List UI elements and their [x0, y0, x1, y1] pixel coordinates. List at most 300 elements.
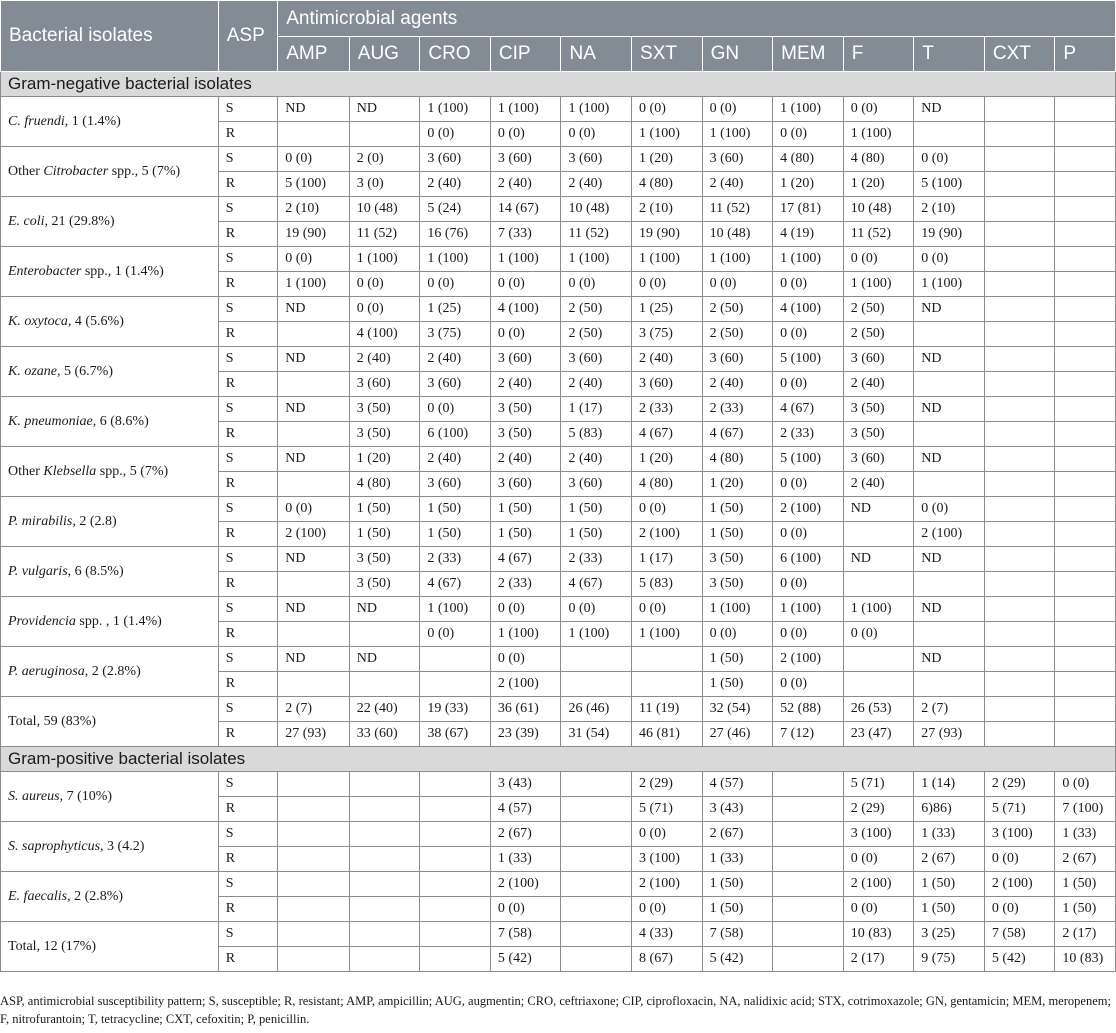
- value-cell: 3 (50): [349, 397, 420, 422]
- value-cell: 10 (48): [843, 197, 914, 222]
- value-cell: [984, 472, 1055, 497]
- value-cell: 1 (100): [561, 97, 632, 122]
- value-cell: [984, 672, 1055, 697]
- isolate-name-part: , 21 (29.8%): [44, 213, 115, 229]
- value-cell: [349, 672, 420, 697]
- value-cell: ND: [349, 597, 420, 622]
- value-cell: [278, 572, 350, 597]
- value-cell: 11 (52): [349, 222, 420, 247]
- value-cell: 1 (25): [632, 297, 703, 322]
- asp-label: S: [218, 247, 277, 272]
- value-cell: 2 (100): [632, 872, 703, 897]
- value-cell: 0 (0): [984, 897, 1055, 922]
- value-cell: 1 (100): [702, 122, 773, 147]
- value-cell: [1055, 322, 1116, 347]
- value-cell: 16 (76): [420, 222, 491, 247]
- agent-header-p: P: [1055, 37, 1116, 72]
- value-cell: [561, 847, 632, 872]
- antimicrobial-agents-header: Antimicrobial agents: [278, 1, 1116, 37]
- value-cell: 1 (100): [632, 622, 703, 647]
- asp-label: S: [218, 597, 277, 622]
- value-cell: [984, 397, 1055, 422]
- asp-label: R: [218, 947, 277, 972]
- value-cell: 2 (33): [490, 572, 561, 597]
- value-cell: 27 (93): [914, 722, 985, 747]
- value-cell: 4 (100): [773, 297, 844, 322]
- agent-header-sxt: SXT: [632, 37, 703, 72]
- value-cell: [278, 797, 350, 822]
- value-cell: 17 (81): [773, 197, 844, 222]
- value-cell: 2 (40): [561, 372, 632, 397]
- isolate-name-part: Total, 12 (17%): [8, 938, 97, 954]
- value-cell: [773, 847, 844, 872]
- value-cell: 3 (50): [349, 422, 420, 447]
- value-cell: 1 (50): [420, 497, 491, 522]
- value-cell: 4 (19): [773, 222, 844, 247]
- value-cell: 3 (50): [490, 397, 561, 422]
- value-cell: 1 (50): [1055, 897, 1116, 922]
- value-cell: 7 (33): [490, 222, 561, 247]
- value-cell: 8 (67): [632, 947, 703, 972]
- value-cell: [984, 597, 1055, 622]
- value-cell: 2 (100): [773, 497, 844, 522]
- value-cell: 9 (75): [914, 947, 985, 972]
- value-cell: [914, 472, 985, 497]
- value-cell: [420, 922, 491, 947]
- isolate-name-part: Klebsella: [43, 463, 97, 479]
- value-cell: ND: [914, 347, 985, 372]
- value-cell: 7 (58): [702, 922, 773, 947]
- value-cell: 1 (50): [702, 672, 773, 697]
- value-cell: [1055, 372, 1116, 397]
- agent-header-cro: CRO: [420, 37, 491, 72]
- value-cell: 22 (40): [349, 697, 420, 722]
- value-cell: [984, 222, 1055, 247]
- value-cell: [278, 472, 350, 497]
- value-cell: [349, 947, 420, 972]
- value-cell: [984, 372, 1055, 397]
- value-cell: [1055, 472, 1116, 497]
- isolate-name-part: E. faecalis: [8, 888, 68, 904]
- value-cell: 32 (54): [702, 697, 773, 722]
- value-cell: 0 (0): [490, 122, 561, 147]
- value-cell: 10 (48): [349, 197, 420, 222]
- value-cell: 2 (33): [561, 547, 632, 572]
- value-cell: 1 (50): [914, 872, 985, 897]
- value-cell: [349, 922, 420, 947]
- value-cell: 1 (50): [702, 647, 773, 672]
- value-cell: 1 (33): [914, 822, 985, 847]
- value-cell: [278, 122, 350, 147]
- value-cell: 2 (40): [843, 372, 914, 397]
- value-cell: 0 (0): [632, 497, 703, 522]
- isolate-name: [1, 922, 219, 972]
- value-cell: 0 (0): [773, 372, 844, 397]
- value-cell: [1055, 397, 1116, 422]
- value-cell: 1 (20): [773, 172, 844, 197]
- table-header: [1, 1, 1116, 72]
- value-cell: 0 (0): [773, 472, 844, 497]
- isolate-name: [1, 197, 219, 247]
- table-row: [1, 297, 1116, 322]
- agent-header-t: T: [914, 37, 985, 72]
- value-cell: 2 (10): [632, 197, 703, 222]
- value-cell: [420, 822, 491, 847]
- value-cell: 3 (60): [349, 372, 420, 397]
- agent-header-gn: GN: [702, 37, 773, 72]
- value-cell: 1 (100): [490, 247, 561, 272]
- value-cell: 23 (39): [490, 722, 561, 747]
- value-cell: ND: [278, 97, 350, 122]
- asp-label: S: [218, 147, 277, 172]
- value-cell: [984, 572, 1055, 597]
- value-cell: 1 (100): [773, 97, 844, 122]
- isolate-name-part: Enterobacter: [8, 263, 82, 279]
- value-cell: [1055, 697, 1116, 722]
- asp-label: S: [218, 497, 277, 522]
- value-cell: 0 (0): [914, 147, 985, 172]
- value-cell: 0 (0): [843, 622, 914, 647]
- table-row: [1, 872, 1116, 897]
- value-cell: 4 (100): [490, 297, 561, 322]
- value-cell: 7 (100): [1055, 797, 1116, 822]
- asp-label: R: [218, 847, 277, 872]
- value-cell: [1055, 622, 1116, 647]
- value-cell: 11 (52): [561, 222, 632, 247]
- value-cell: 2 (40): [490, 372, 561, 397]
- asp-label: S: [218, 697, 277, 722]
- isolate-name-part: , 6 (8.6%): [92, 413, 149, 429]
- value-cell: 0 (0): [420, 122, 491, 147]
- value-cell: 0 (0): [278, 147, 350, 172]
- value-cell: 3 (100): [984, 822, 1055, 847]
- value-cell: 1 (33): [702, 847, 773, 872]
- value-cell: 6)86): [914, 797, 985, 822]
- value-cell: 0 (0): [914, 247, 985, 272]
- isolate-name-part: , 5 (6.7%): [57, 363, 113, 379]
- value-cell: 5 (24): [420, 197, 491, 222]
- value-cell: 1 (50): [561, 497, 632, 522]
- value-cell: 1 (100): [420, 97, 491, 122]
- value-cell: [420, 647, 491, 672]
- table-row: [1, 597, 1116, 622]
- table-row: [1, 547, 1116, 572]
- value-cell: ND: [278, 597, 350, 622]
- value-cell: [914, 622, 985, 647]
- value-cell: [1055, 222, 1116, 247]
- value-cell: 2 (40): [702, 172, 773, 197]
- value-cell: 5 (100): [773, 347, 844, 372]
- value-cell: [1055, 597, 1116, 622]
- value-cell: [1055, 522, 1116, 547]
- value-cell: [984, 172, 1055, 197]
- value-cell: 0 (0): [773, 522, 844, 547]
- value-cell: ND: [843, 547, 914, 572]
- isolate-name-part: , 2 (2.8): [72, 513, 117, 529]
- value-cell: 1 (33): [490, 847, 561, 872]
- isolate-name: [1, 872, 219, 922]
- isolate-name: [1, 822, 219, 872]
- value-cell: 4 (33): [632, 922, 703, 947]
- value-cell: [632, 672, 703, 697]
- section-title: Gram-positive bacterial isolates: [1, 747, 1116, 772]
- value-cell: 2 (100): [278, 522, 350, 547]
- value-cell: 3 (50): [843, 422, 914, 447]
- isolate-name-part: Other: [8, 163, 44, 179]
- value-cell: [561, 772, 632, 797]
- value-cell: 0 (0): [349, 272, 420, 297]
- table-body: [1, 72, 1116, 972]
- value-cell: [420, 797, 491, 822]
- table-footnote: ASP, antimicrobial susceptibility pattern; S, susceptible; R, resistant; AMP, ampicillin; AUG, augmentin; CRO, ceftriaxone; CIP, ciprofloxacin, NA, nalidixic acid; STX, cotrimoxazole; GN, gentamicin; MEM, meropenem; F, nitrofurantoin; T, tetracycline; CXT, cefoxitin; P, penicillin.: [0, 994, 1111, 1026]
- value-cell: 1 (50): [702, 497, 773, 522]
- value-cell: [773, 772, 844, 797]
- value-cell: [349, 122, 420, 147]
- agent-header-amp: AMP: [278, 37, 350, 72]
- asp-label: R: [218, 897, 277, 922]
- isolate-name-part: K. oxytoca: [8, 313, 68, 329]
- value-cell: 4 (80): [632, 472, 703, 497]
- value-cell: 2 (40): [349, 347, 420, 372]
- value-cell: ND: [278, 447, 350, 472]
- value-cell: 38 (67): [420, 722, 491, 747]
- value-cell: 3 (60): [561, 472, 632, 497]
- isolate-name: [1, 247, 219, 297]
- value-cell: 3 (60): [420, 372, 491, 397]
- value-cell: 0 (0): [490, 897, 561, 922]
- value-cell: 2 (40): [561, 447, 632, 472]
- isolate-name: [1, 147, 219, 197]
- value-cell: 1 (25): [420, 297, 491, 322]
- value-cell: 0 (0): [702, 272, 773, 297]
- isolate-name-part: P. vulgaris: [8, 563, 68, 579]
- value-cell: 2 (40): [702, 372, 773, 397]
- isolate-name-part: , 6 (8.5%): [67, 563, 124, 579]
- value-cell: 10 (48): [702, 222, 773, 247]
- value-cell: [984, 247, 1055, 272]
- isolate-name: [1, 297, 219, 347]
- value-cell: [420, 872, 491, 897]
- value-cell: 1 (100): [490, 622, 561, 647]
- value-cell: 7 (58): [984, 922, 1055, 947]
- isolate-name: [1, 647, 219, 697]
- table-row: [1, 147, 1116, 172]
- value-cell: 1 (100): [773, 597, 844, 622]
- value-cell: 2 (17): [1055, 922, 1116, 947]
- asp-label: R: [218, 797, 277, 822]
- value-cell: 3 (60): [702, 147, 773, 172]
- isolate-name-part: spp., 1 (1.4%): [81, 263, 164, 279]
- value-cell: 1 (100): [914, 272, 985, 297]
- value-cell: 5 (100): [914, 172, 985, 197]
- value-cell: 1 (14): [914, 772, 985, 797]
- value-cell: 0 (0): [349, 297, 420, 322]
- value-cell: 6 (100): [773, 547, 844, 572]
- value-cell: 0 (0): [702, 622, 773, 647]
- value-cell: 1 (50): [349, 497, 420, 522]
- value-cell: 3 (0): [349, 172, 420, 197]
- value-cell: [561, 822, 632, 847]
- value-cell: 2 (10): [278, 197, 350, 222]
- value-cell: 0 (0): [632, 272, 703, 297]
- value-cell: 5 (42): [984, 947, 1055, 972]
- table-row: [1, 922, 1116, 947]
- agent-header-na: NA: [561, 37, 632, 72]
- value-cell: ND: [278, 647, 350, 672]
- value-cell: [1055, 672, 1116, 697]
- value-cell: 1 (20): [843, 172, 914, 197]
- asp-label: S: [218, 297, 277, 322]
- asp-label: S: [218, 397, 277, 422]
- value-cell: 3 (100): [632, 847, 703, 872]
- value-cell: 0 (0): [773, 672, 844, 697]
- value-cell: 19 (90): [632, 222, 703, 247]
- value-cell: 2 (100): [490, 672, 561, 697]
- asp-label: S: [218, 647, 277, 672]
- table-row: [1, 97, 1116, 122]
- value-cell: 1 (100): [349, 247, 420, 272]
- value-cell: [349, 622, 420, 647]
- value-cell: 2 (50): [561, 297, 632, 322]
- value-cell: 0 (0): [490, 322, 561, 347]
- value-cell: 5 (83): [561, 422, 632, 447]
- table-row: [1, 497, 1116, 522]
- value-cell: 0 (0): [1055, 772, 1116, 797]
- value-cell: 19 (33): [420, 697, 491, 722]
- value-cell: [984, 322, 1055, 347]
- value-cell: 1 (100): [773, 247, 844, 272]
- isolate-name: [1, 397, 219, 447]
- value-cell: 2 (7): [278, 697, 350, 722]
- value-cell: 2 (33): [702, 397, 773, 422]
- value-cell: [420, 897, 491, 922]
- value-cell: [984, 97, 1055, 122]
- value-cell: [1055, 447, 1116, 472]
- value-cell: [349, 797, 420, 822]
- value-cell: 19 (90): [914, 222, 985, 247]
- value-cell: 19 (90): [278, 222, 350, 247]
- value-cell: ND: [914, 397, 985, 422]
- isolate-name-part: P. mirabilis: [8, 513, 73, 529]
- value-cell: 3 (60): [420, 472, 491, 497]
- value-cell: 1 (100): [702, 247, 773, 272]
- value-cell: 2 (33): [420, 547, 491, 572]
- asp-label: R: [218, 422, 277, 447]
- value-cell: ND: [278, 347, 350, 372]
- value-cell: [984, 347, 1055, 372]
- value-cell: 1 (100): [843, 272, 914, 297]
- value-cell: 2 (40): [632, 347, 703, 372]
- isolate-name-part: Providencia: [8, 613, 76, 629]
- value-cell: [1055, 722, 1116, 747]
- agent-header-cip: CIP: [490, 37, 561, 72]
- asp-label: S: [218, 197, 277, 222]
- value-cell: [843, 522, 914, 547]
- value-cell: ND: [914, 97, 985, 122]
- value-cell: 11 (52): [702, 197, 773, 222]
- asp-label: S: [218, 772, 277, 797]
- value-cell: 5 (100): [773, 447, 844, 472]
- value-cell: 0 (0): [773, 322, 844, 347]
- value-cell: [773, 797, 844, 822]
- table-row: [1, 247, 1116, 272]
- value-cell: 3 (50): [702, 572, 773, 597]
- value-cell: 2 (100): [914, 522, 985, 547]
- value-cell: [984, 122, 1055, 147]
- asp-label: R: [218, 622, 277, 647]
- value-cell: 5 (100): [278, 172, 350, 197]
- value-cell: [1055, 97, 1116, 122]
- value-cell: 36 (61): [490, 697, 561, 722]
- value-cell: 5 (42): [490, 947, 561, 972]
- value-cell: ND: [914, 447, 985, 472]
- value-cell: 11 (19): [632, 697, 703, 722]
- value-cell: 3 (75): [632, 322, 703, 347]
- table-row: [1, 397, 1116, 422]
- value-cell: 4 (80): [702, 447, 773, 472]
- value-cell: [984, 447, 1055, 472]
- section-header-row: [1, 72, 1116, 97]
- value-cell: [278, 922, 350, 947]
- value-cell: [1055, 272, 1116, 297]
- value-cell: [984, 547, 1055, 572]
- value-cell: 2 (67): [490, 822, 561, 847]
- isolate-name-part: S. saprophyticus: [8, 838, 101, 854]
- value-cell: 0 (0): [843, 847, 914, 872]
- value-cell: [420, 672, 491, 697]
- agent-header-f: F: [843, 37, 914, 72]
- value-cell: 1 (100): [420, 597, 491, 622]
- value-cell: [1055, 347, 1116, 372]
- isolate-name-part: C. fruendi: [8, 113, 65, 129]
- value-cell: 3 (50): [349, 547, 420, 572]
- value-cell: 5 (42): [702, 947, 773, 972]
- value-cell: 0 (0): [632, 822, 703, 847]
- value-cell: 1 (50): [490, 522, 561, 547]
- value-cell: 26 (46): [561, 697, 632, 722]
- value-cell: ND: [914, 547, 985, 572]
- value-cell: 2 (40): [490, 172, 561, 197]
- value-cell: [914, 322, 985, 347]
- value-cell: 31 (54): [561, 722, 632, 747]
- value-cell: [278, 897, 350, 922]
- value-cell: 0 (0): [278, 497, 350, 522]
- value-cell: [1055, 422, 1116, 447]
- value-cell: [843, 672, 914, 697]
- value-cell: [843, 572, 914, 597]
- asp-label: R: [218, 172, 277, 197]
- value-cell: [278, 322, 350, 347]
- value-cell: 5 (71): [843, 772, 914, 797]
- value-cell: 3 (60): [561, 147, 632, 172]
- value-cell: 0 (0): [561, 272, 632, 297]
- value-cell: 0 (0): [490, 272, 561, 297]
- value-cell: 1 (50): [420, 522, 491, 547]
- value-cell: [984, 497, 1055, 522]
- isolate-name-part: , 2 (2.8%): [84, 663, 141, 679]
- value-cell: [914, 372, 985, 397]
- value-cell: 2 (29): [843, 797, 914, 822]
- value-cell: 1 (50): [702, 897, 773, 922]
- value-cell: 3 (50): [843, 397, 914, 422]
- value-cell: 4 (80): [349, 472, 420, 497]
- agent-header-cxt: CXT: [984, 37, 1055, 72]
- value-cell: 0 (0): [773, 622, 844, 647]
- value-cell: 2 (50): [843, 322, 914, 347]
- value-cell: 3 (100): [843, 822, 914, 847]
- value-cell: 2 (7): [914, 697, 985, 722]
- asp-label: R: [218, 472, 277, 497]
